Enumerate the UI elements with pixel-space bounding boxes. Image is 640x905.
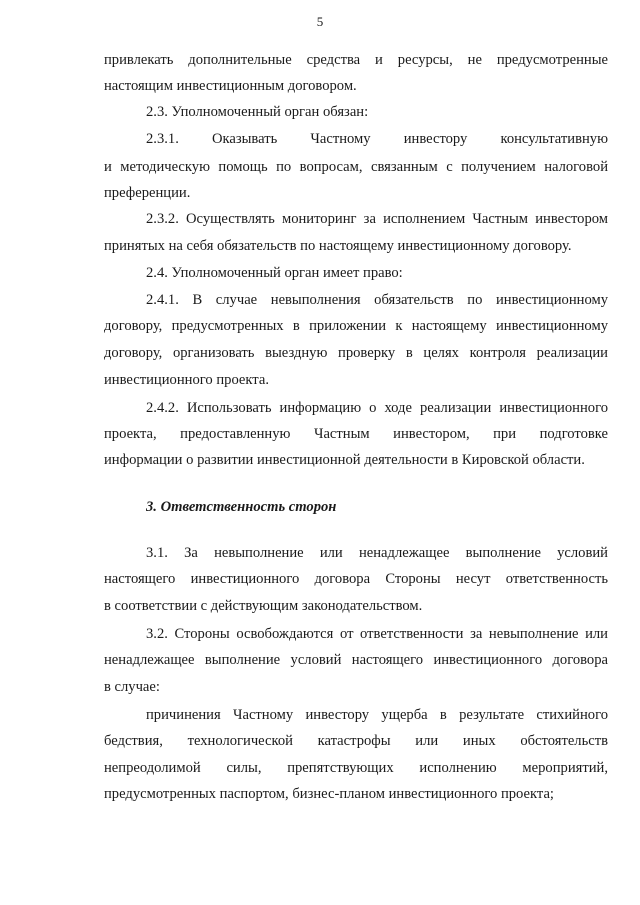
page-number: 5	[316, 14, 324, 29]
paragraph-line: 2.4. Уполномоченный орган имеет право:	[146, 265, 403, 281]
paragraph-line: и методическую помощь по вопросам, связанным с получением налоговой	[104, 159, 608, 175]
paragraph-line: договору, предусмотренных в приложении к настоящему инвестиционному	[104, 318, 608, 334]
paragraph-line: 2.4.2. Использовать информацию о ходе реализации инвестиционного	[146, 400, 608, 416]
paragraph-line: инвестиционного проекта.	[104, 372, 269, 388]
paragraph-line: 2.3. Уполномоченный орган обязан:	[146, 104, 369, 120]
paragraph-line: проекта, предоставленную Частным инвестором, при подготовке	[104, 426, 608, 442]
paragraph-line: информации о развитии инвестиционной деятельности в Кировской области.	[104, 452, 585, 468]
paragraph-line: бедствия, технологической катастрофы или иных обстоятельств	[104, 733, 608, 749]
paragraph-line: 3.2. Стороны освобождаются от ответственности за невыполнение или	[146, 626, 608, 642]
paragraph-line: принятых на себя обязательств по настоящему инвестиционному договору.	[104, 238, 572, 254]
paragraph-line: непреодолимой силы, препятствующих исполнению мероприятий,	[104, 760, 608, 776]
paragraph-line: ненадлежащее выполнение условий настоящего инвестиционного договора	[104, 652, 608, 668]
section-heading: 3. Ответственность сторон	[146, 499, 337, 515]
paragraph-line: в соответствии с действующим законодательством.	[104, 598, 423, 614]
paragraph-line: 2.3.1. Оказывать Частному инвестору консультативную	[146, 131, 608, 147]
paragraph-line: настоящим инвестиционным договором.	[104, 78, 357, 94]
paragraph-line: преференции.	[104, 185, 191, 201]
paragraph-line: настоящего инвестиционного договора Стороны несут ответственность	[104, 571, 608, 587]
paragraph-line: в случае:	[104, 679, 160, 695]
paragraph-line: 3.1. За невыполнение или ненадлежащее выполнение условий	[146, 545, 608, 561]
paragraph-line: 2.4.1. В случае невыполнения обязательств по инвестиционному	[146, 292, 608, 308]
paragraph-line: договору, организовать выездную проверку в целях контроля реализации	[104, 345, 608, 361]
paragraph-line: причинения Частному инвестору ущерба в результате стихийного	[146, 707, 608, 723]
paragraph-line: 2.3.2. Осуществлять мониторинг за исполнением Частным инвестором	[146, 211, 608, 227]
paragraph-line: предусмотренных паспортом, бизнес-планом инвестиционного проекта;	[104, 786, 554, 802]
paragraph-line: привлекать дополнительные средства и ресурсы, не предусмотренные	[104, 52, 608, 68]
